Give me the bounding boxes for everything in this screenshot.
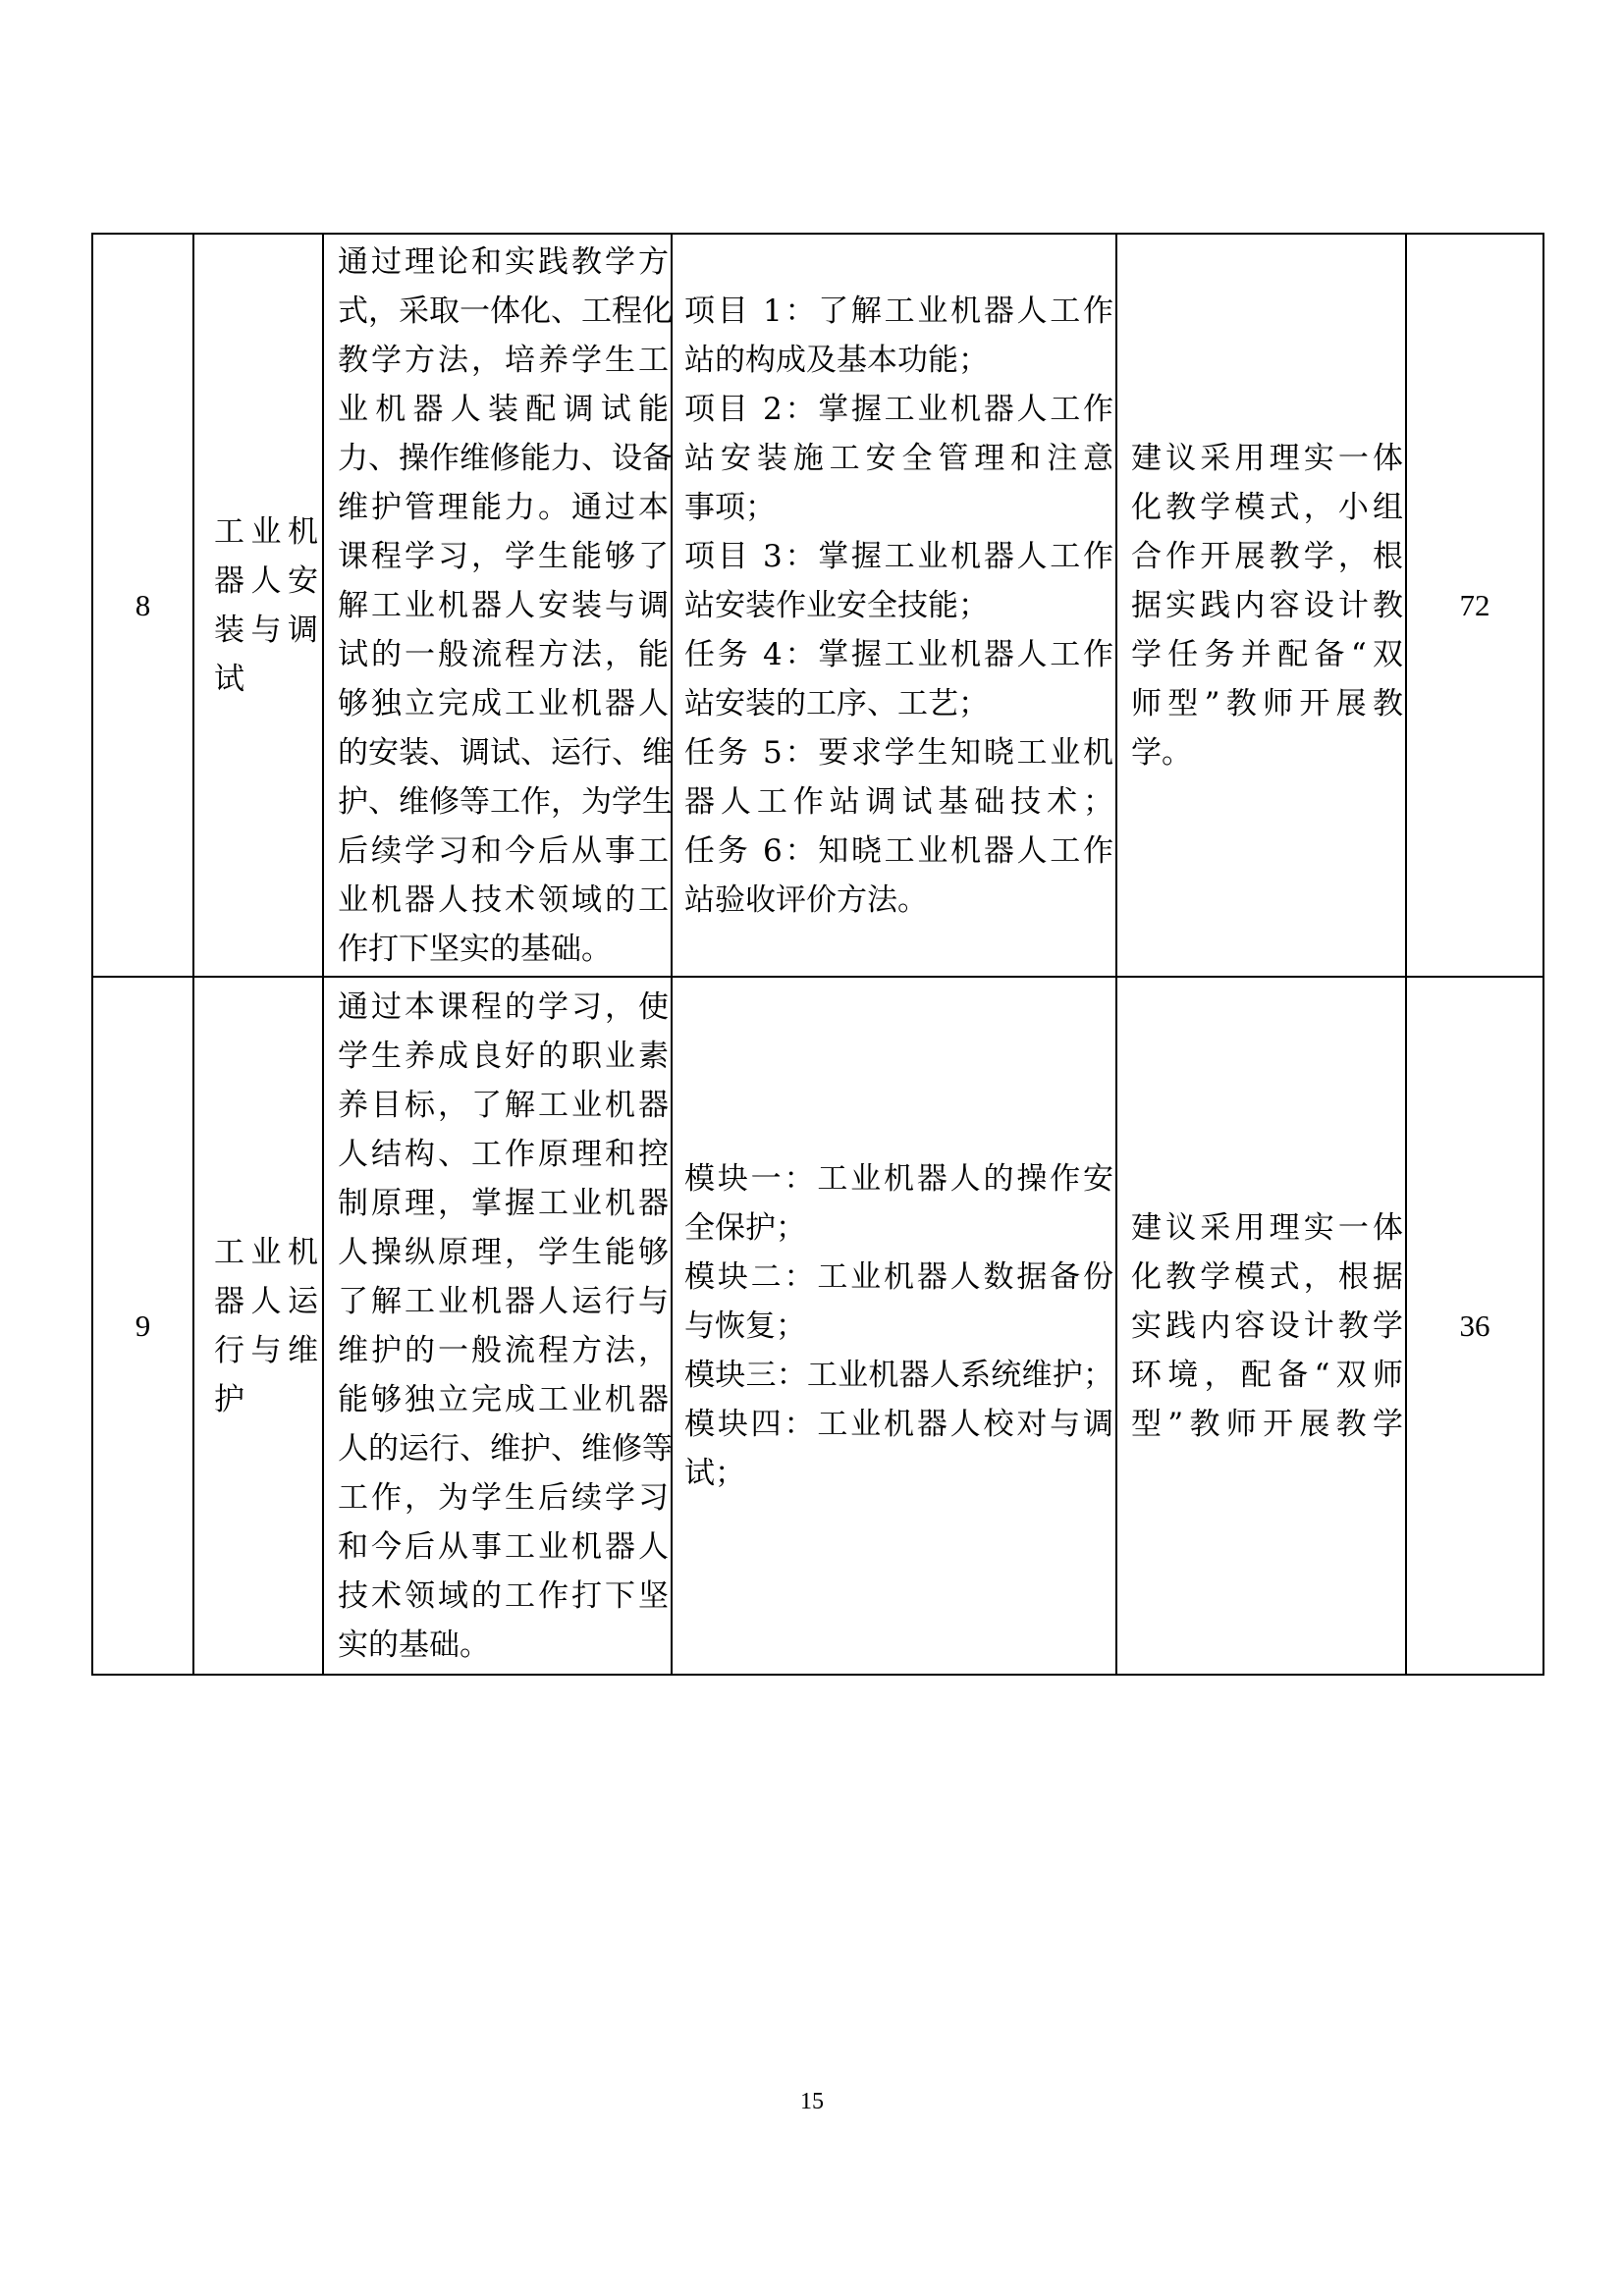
course-goal-line: 和今后从事工业机器人 <box>338 1528 669 1565</box>
course-goal-line: 养目标，了解工业机器 <box>338 1087 669 1123</box>
course-content <box>672 234 1116 977</box>
course-name <box>193 977 323 1675</box>
teaching-advice-line: 师型”教师开展教 <box>1131 685 1403 721</box>
course-name-line: 装与调 <box>214 612 318 648</box>
course-goal-line: 了解工业机器人运行与 <box>338 1283 669 1319</box>
course-content-line: 任务 4：掌握工业机器人工作 <box>684 636 1113 672</box>
course-content-line: 项目 2：掌握工业机器人工作 <box>684 391 1113 427</box>
course-content-line: 站的构成及基本功能； <box>684 342 989 378</box>
course-goal-line: 人操纵原理，学生能够 <box>338 1234 669 1270</box>
course-content-line: 试； <box>684 1455 745 1491</box>
course-content-line: 事项； <box>684 489 776 525</box>
page-number: 15 <box>800 2089 824 2114</box>
course-name-line: 工业机 <box>214 1234 318 1270</box>
course-goal <box>323 234 672 977</box>
course-goal-line: 作打下坚实的基础。 <box>338 931 612 967</box>
course-content-line: 站安装施工安全管理和注意 <box>684 440 1113 476</box>
course-goal-line: 护、维修等工作，为学生 <box>338 783 673 820</box>
course-goal-line: 力、操作维修能力、设备 <box>338 440 673 476</box>
class-hours: 72 <box>1406 234 1543 977</box>
course-goal-line: 后续学习和今后从事工 <box>338 832 669 869</box>
course-number: 8 <box>92 234 193 977</box>
teaching-advice-line: 建议采用理实一体 <box>1131 440 1403 476</box>
teaching-advice-line: 学。 <box>1131 734 1192 771</box>
course-goal-line: 通过理论和实践教学方 <box>338 243 669 280</box>
teaching-advice-line: 化教学模式，根据 <box>1131 1258 1403 1295</box>
course-goal-line: 试的一般流程方法，能 <box>338 636 669 672</box>
course-goal-line: 式，采取一体化、工程化 <box>338 293 673 329</box>
course-table <box>91 233 1544 1676</box>
table-row <box>92 234 1543 977</box>
course-name-line: 工业机 <box>214 513 318 550</box>
class-hours: 36 <box>1406 977 1543 1675</box>
course-goal-line: 人的运行、维护、维修等 <box>338 1430 673 1467</box>
table-row <box>92 977 1543 1675</box>
course-content-line: 站安装作业安全技能； <box>684 587 989 623</box>
course-goal-line: 学生养成良好的职业素 <box>338 1038 669 1074</box>
course-name-line: 护 <box>214 1381 244 1417</box>
course-goal-line: 解工业机器人安装与调 <box>338 587 669 623</box>
course-content-line: 项目 1：了解工业机器人工作 <box>684 293 1113 329</box>
teaching-advice-line: 实践内容设计教学 <box>1131 1308 1403 1344</box>
course-goal-line: 通过本课程的学习，使 <box>338 988 669 1025</box>
course-content-line: 全保护； <box>684 1209 806 1246</box>
course-content-line: 任务 6：知晓工业机器人工作 <box>684 832 1113 869</box>
course-goal-line: 教学方法，培养学生工 <box>338 342 669 378</box>
teaching-advice-line: 型”教师开展教学 <box>1131 1406 1403 1442</box>
teaching-advice-line: 合作开展教学，根 <box>1131 538 1403 574</box>
course-content-line: 器人工作站调试基础技术； <box>684 783 1113 820</box>
course-name <box>193 234 323 977</box>
course-goal-line: 工作，为学生后续学习 <box>338 1479 669 1516</box>
course-content-line: 模块三：工业机器人系统维护； <box>684 1357 1113 1393</box>
course-goal-line: 实的基础。 <box>338 1627 490 1663</box>
course-goal <box>323 977 672 1675</box>
course-goal-line: 能够独立完成工业机器 <box>338 1381 669 1417</box>
course-content-line: 站验收评价方法。 <box>684 881 928 918</box>
course-content-line: 模块一：工业机器人的操作安 <box>684 1160 1113 1197</box>
teaching-advice-line: 学任务并配备“双 <box>1131 636 1403 672</box>
course-goal-line: 业机器人技术领域的工 <box>338 881 669 918</box>
course-content <box>672 977 1116 1675</box>
teaching-advice-line: 环境，配备“双师 <box>1131 1357 1403 1393</box>
teaching-advice <box>1116 234 1406 977</box>
course-name-line: 试 <box>214 661 244 697</box>
teaching-advice-line: 建议采用理实一体 <box>1131 1209 1403 1246</box>
course-goal-line: 业机器人装配调试能 <box>338 391 669 427</box>
course-content-line: 站安装的工序、工艺； <box>684 685 989 721</box>
course-content-line: 项目 3：掌握工业机器人工作 <box>684 538 1113 574</box>
teaching-advice-line: 据实践内容设计教 <box>1131 587 1403 623</box>
course-goal-line: 维护管理能力。通过本 <box>338 489 669 525</box>
course-goal-line: 课程学习，学生能够了 <box>338 538 669 574</box>
course-goal-line: 制原理，掌握工业机器 <box>338 1185 669 1221</box>
course-content-line: 与恢复； <box>684 1308 806 1344</box>
course-content-line: 任务 5：要求学生知晓工业机 <box>684 734 1113 771</box>
course-goal-line: 的安装、调试、运行、维 <box>338 734 673 771</box>
teaching-advice <box>1116 977 1406 1675</box>
course-goal-line: 技术领域的工作打下坚 <box>338 1577 669 1614</box>
course-goal-line: 人结构、工作原理和控 <box>338 1136 669 1172</box>
course-goal-line: 维护的一般流程方法， <box>338 1332 669 1368</box>
course-content-line: 模块二：工业机器人数据备份 <box>684 1258 1113 1295</box>
course-name-line: 行与维 <box>214 1332 318 1368</box>
course-goal-line: 够独立完成工业机器人 <box>338 685 669 721</box>
teaching-advice-line: 化教学模式，小组 <box>1131 489 1403 525</box>
course-number: 9 <box>92 977 193 1675</box>
course-name-line: 器人安 <box>214 562 318 599</box>
course-content-line: 模块四：工业机器人校对与调 <box>684 1406 1113 1442</box>
course-name-line: 器人运 <box>214 1283 318 1319</box>
